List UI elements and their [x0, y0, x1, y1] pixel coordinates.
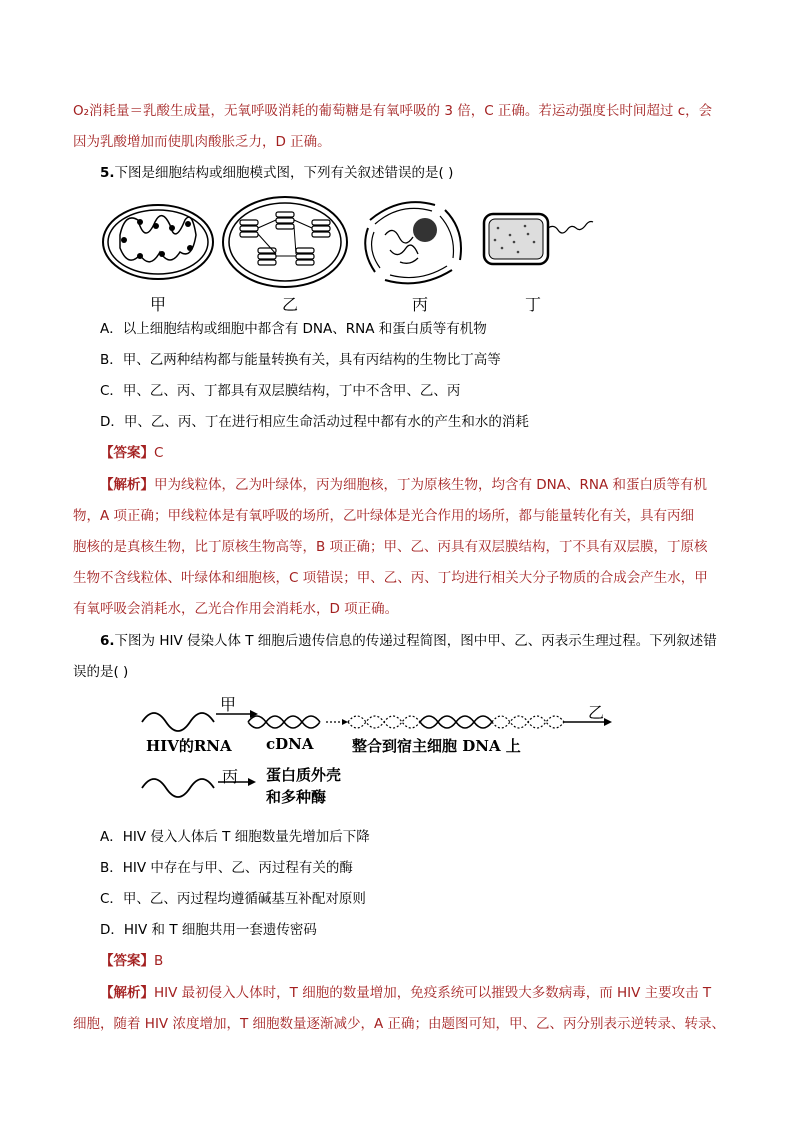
- question-5-option-d: D．甲、乙、丙、丁在进行相应生命活动过程中都有水的产生和水的消耗: [100, 414, 529, 430]
- question-6-number: 6.: [100, 633, 115, 649]
- label-cdna: cDNA: [266, 735, 314, 753]
- answer-value: B: [154, 953, 164, 969]
- question-5-stem: [100, 163, 453, 183]
- question-6-explanation-line-1: 【解析】HIV 最初侵入人体时，T 细胞的数量增加，免疫系统可以摧毁大多数病毒，而 HIV 主要攻击 T: [100, 985, 712, 1001]
- question-6-option-b: B．HIV 中存在与甲、乙、丙过程有关的酶: [100, 860, 353, 876]
- nucleus-diagram: [365, 202, 461, 283]
- figure-label-bing: 丙: [412, 295, 429, 314]
- question-6-option-d: D．HIV 和 T 细胞共用一套遗传密码: [100, 922, 317, 938]
- label-host-dna: 整合到宿主细胞 DNA 上: [352, 737, 521, 755]
- step-label-jia: 甲: [220, 695, 237, 714]
- answer-tag: 【答案】: [100, 445, 154, 461]
- explanation-tag: 【解析】: [100, 477, 154, 493]
- prev-explanation-line-2: 因为乳酸增加而使肌肉酸胀乏力，D 正确。: [73, 134, 331, 150]
- question-6-answer: [100, 951, 163, 971]
- step-label-yi: 乙: [588, 703, 605, 722]
- question-5-option-b: B．甲、乙两种结构都与能量转换有关，具有丙结构的生物比丁高等: [100, 352, 501, 368]
- question-5-answer: [100, 443, 163, 463]
- question-6-stem-line-2: 误的是( ): [73, 664, 129, 680]
- question-6-option-a: A．HIV 侵入人体后 T 细胞数量先增加后下降: [100, 829, 370, 845]
- question-5-text: 下图是细胞结构或细胞模式图，下列有关叙述错误的是( ): [114, 165, 454, 181]
- label-protein-coat: 蛋白质外壳: [266, 766, 342, 784]
- question-5-explanation-line-3: 胞核的是真核生物，比丁原核生物高等，B 项正确；甲、乙、丙具有双层膜结构，丁不具有双层膜，丁原核: [73, 539, 708, 555]
- mitochondrion-diagram: [103, 205, 213, 279]
- question-5-explanation-line-5: 有氧呼吸会消耗水，乙光合作用会消耗水，D 项正确。: [73, 601, 399, 617]
- question-5-explanation-line-2: 物，A 项正确；甲线粒体是有氧呼吸的场所，乙叶绿体是光合作用的场所，都与能量转化有关，具有丙细: [73, 508, 695, 524]
- question-6-option-c: C．甲、乙、丙过程均遵循碱基互补配对原则: [100, 891, 366, 907]
- label-enzymes: 和多种酶: [266, 788, 327, 806]
- question-6-explanation-line-2: 细胞，随着 HIV 浓度增加，T 细胞数量逐渐减少，A 正确；由题图可知，甲、乙、丙分别表示逆转录、转录、: [73, 1016, 726, 1032]
- question-5-number: 5.: [100, 165, 115, 181]
- question-5-option-a: A．以上细胞结构或细胞中都含有 DNA、RNA 和蛋白质等有机物: [100, 321, 487, 337]
- question-5-option-c: C．甲、乙、丙、丁都具有双层膜结构，丁中不含甲、乙、丙: [100, 383, 461, 399]
- answer-value: C: [154, 445, 164, 461]
- question-6-stem: [100, 631, 717, 651]
- question-5-explanation-line-1: 【解析】甲为线粒体，乙为叶绿体，丙为细胞核，丁为原核生物，均含有 DNA、RNA 和蛋白质等有机: [100, 477, 708, 493]
- figure-label-ding: 丁: [525, 295, 542, 314]
- answer-tag: 【答案】: [100, 953, 154, 969]
- figure-label-jia: 甲: [150, 295, 167, 314]
- cell-structure-figure: [100, 190, 620, 300]
- question-6-text-1: 下图为 HIV 侵染人体 T 细胞后遗传信息的传递过程简图，图中甲、乙、丙表示生理过程。下列叙述错: [114, 633, 717, 649]
- chloroplast-diagram: [223, 197, 347, 287]
- prev-explanation-line-1: O₂消耗量＝乳酸生成量，无氧呼吸消耗的葡萄糖是有氧呼吸的 3 倍，C 正确。若运动强度长时间超过 c，会: [73, 103, 713, 119]
- explanation-tag: 【解析】: [100, 985, 154, 1001]
- question-5-explanation-line-4: 生物不含线粒体、叶绿体和细胞核，C 项错误；甲、乙、丙、丁均进行相关大分子物质的合成会产生水，甲: [73, 570, 708, 586]
- label-hiv-rna: HIV的RNA: [146, 737, 232, 755]
- step-label-bing: 丙: [222, 767, 239, 786]
- figure-label-yi: 乙: [282, 295, 299, 314]
- prokaryote-diagram: [484, 214, 593, 264]
